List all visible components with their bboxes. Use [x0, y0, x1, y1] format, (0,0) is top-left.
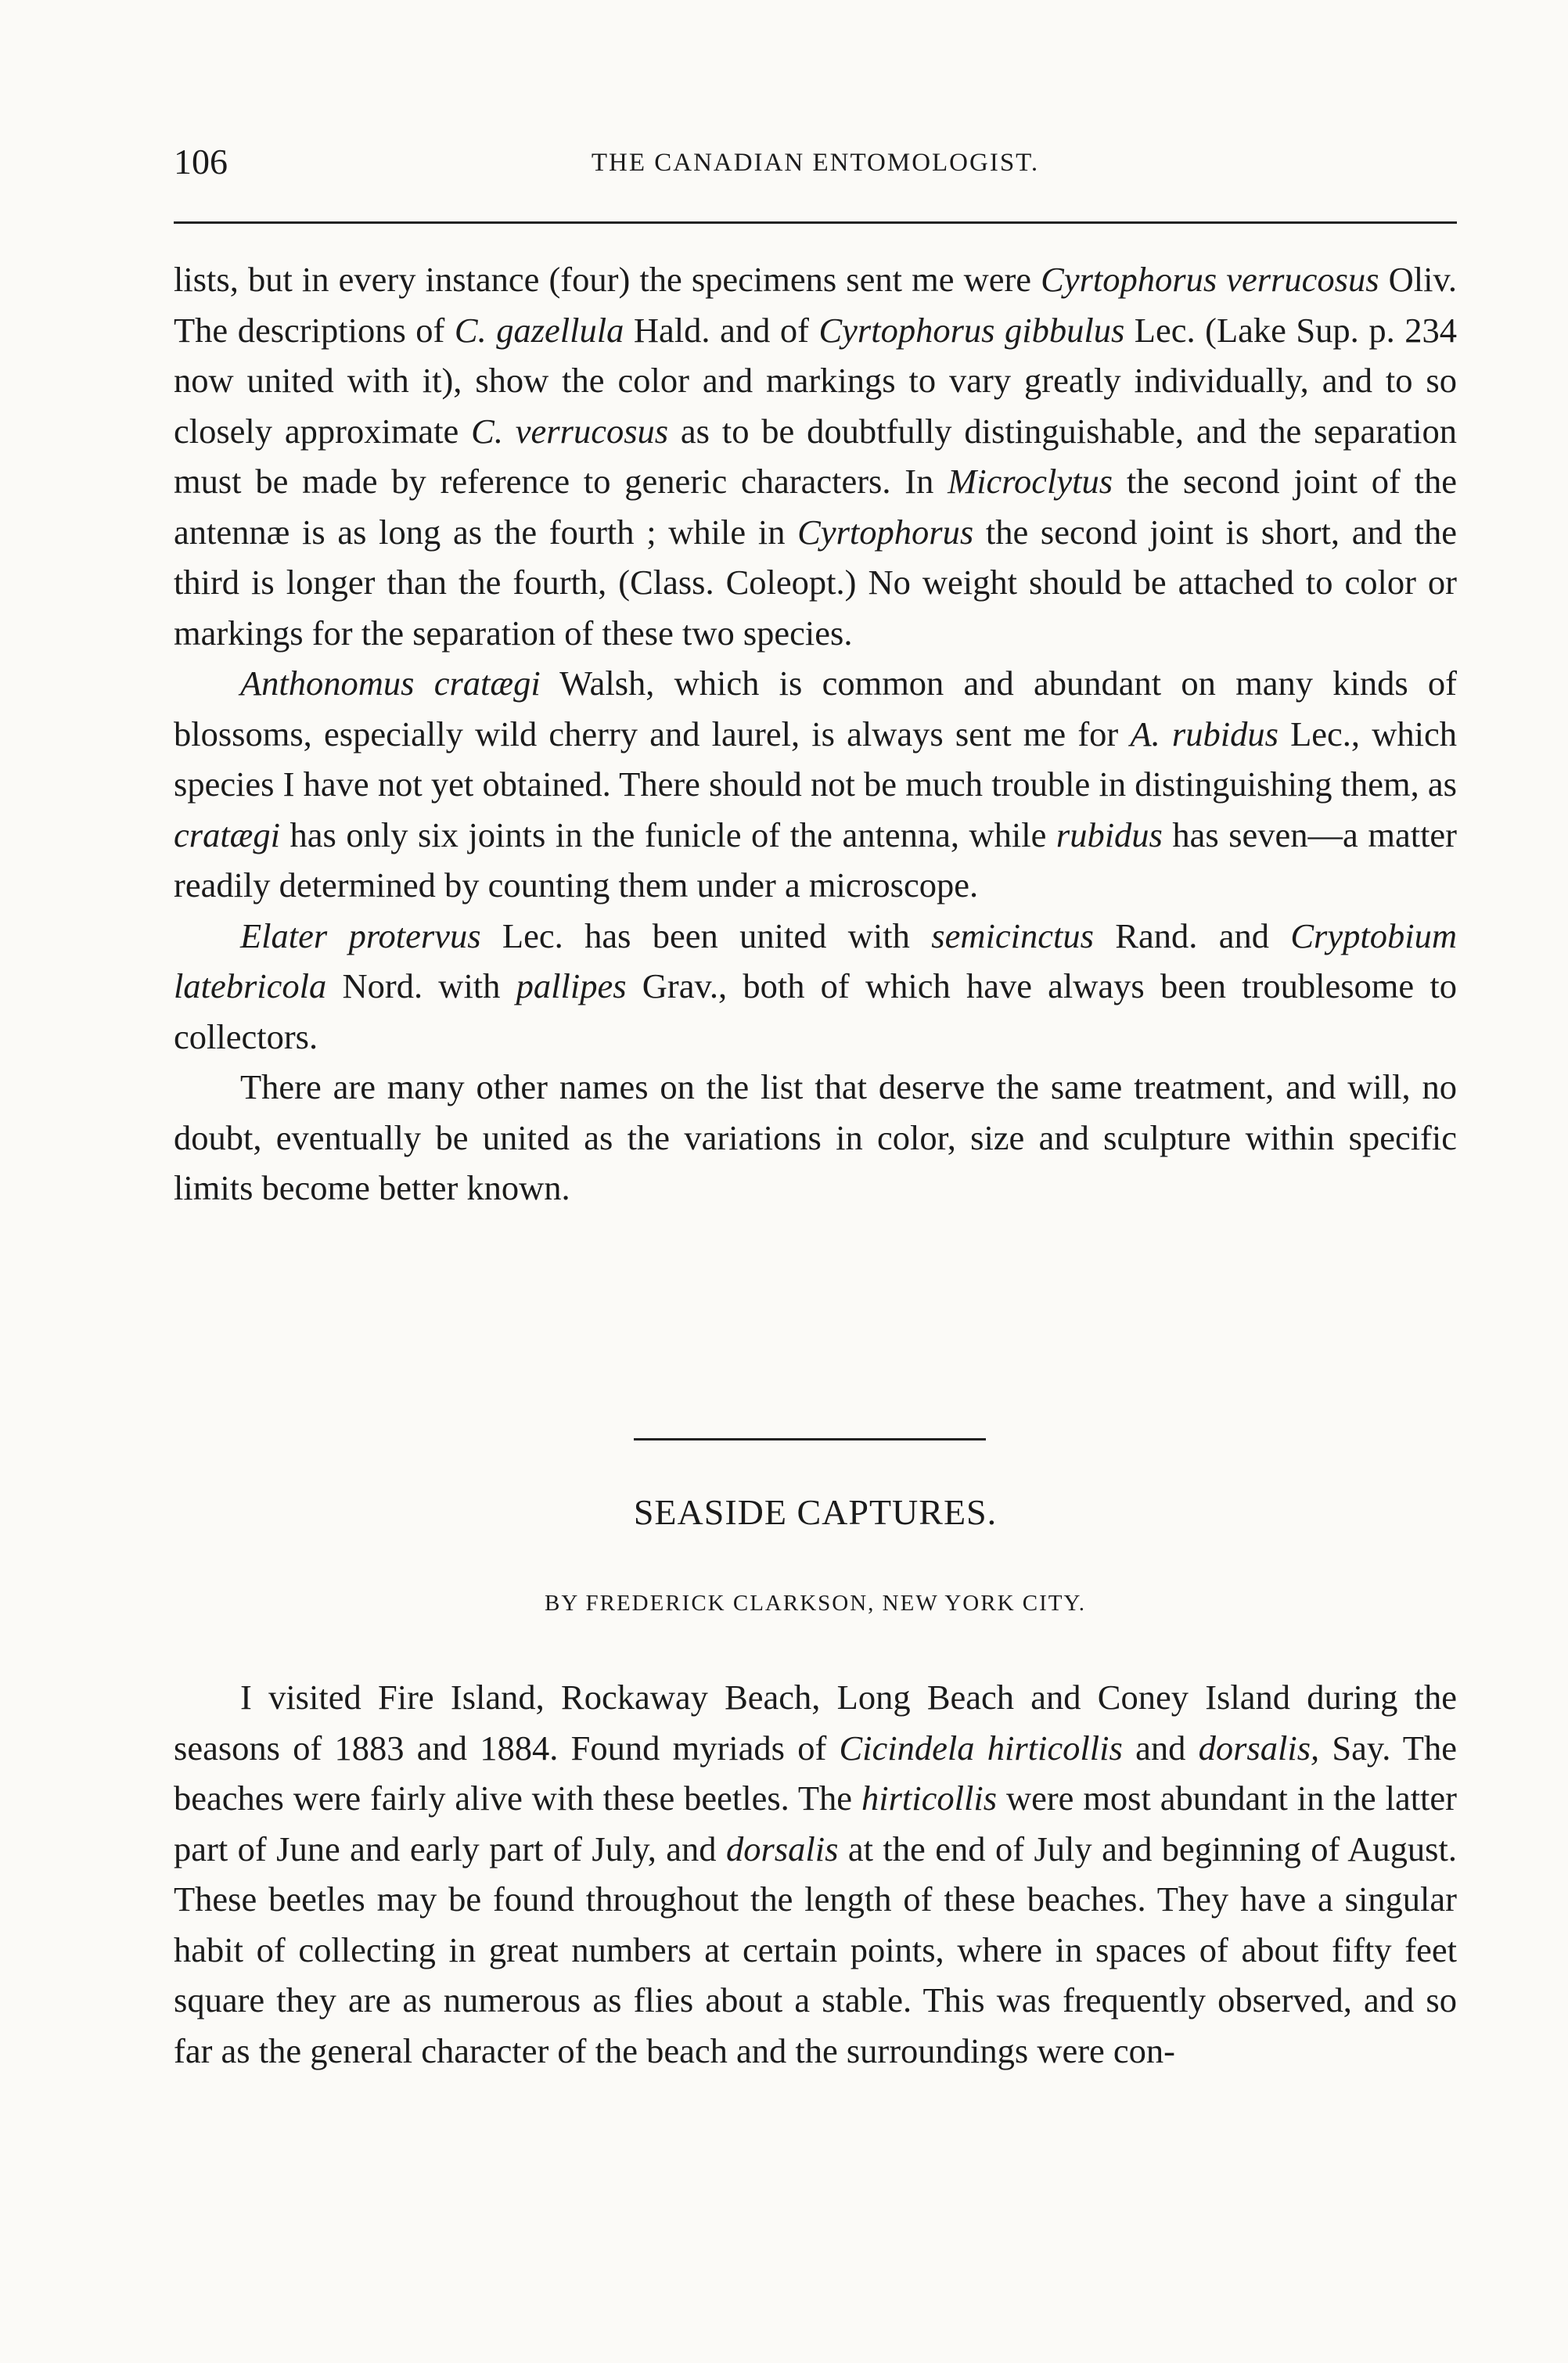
article-byline: BY FREDERICK CLARKSON, NEW YORK CITY. — [545, 1591, 1086, 1616]
article-text — [174, 1672, 1457, 2076]
running-head: THE CANADIAN ENTOMOLOGIST. — [591, 149, 1040, 177]
page-number: 106 — [174, 142, 228, 182]
paragraph-4: There are many other names on the list that deserve the same treatment, and will, no doubt, eventually be united as the variations in color, size and sculpture within specific limits become better known. — [174, 1067, 1457, 1207]
article-paragraph-1: I visited Fire Island, Rockaway Beach, Long Beach and Coney Island during the seasons of 1883 and 1884. Found myriads of Cicindela hirticollis and dorsalis, Say. The beaches were fairly alive with these beetles. The hirticollis were most abundant in the latter part of June and early part of July, and dorsalis at the end of July and beginning of August. These beetles may be found throughout the length of these beaches. They have a singular habit of collecting in great numbers at certain points, where in spaces of about fifty feet square they are as numerous as flies about a stable. This was frequently observed, and so far as the general character of the beach and the surroundings were con- — [174, 1678, 1457, 2070]
page-header — [174, 141, 1457, 188]
paragraph-2: Anthonomus cratægi Walsh, which is common and abundant on many kinds of blossoms, especially wild cherry and laurel, is always sent me for A. rubidus Lec., which species I have not yet obtained. There should not be much trouble in distinguishing them, as cratægi has only six joints in the funicle of the antenna, while rubidus has seven—a matter readily determined by counting them under a microscope. — [174, 664, 1457, 905]
paragraph-1: lists, but in every instance (four) the specimens sent me were Cyrtophorus verrucosus Oliv. The descriptions of C. gazellula Hald. and of Cyrtophorus gibbulus Lec. (Lake Sup. p. 234 now united with it), show the color and markings to vary greatly individually, and to so closely approximate C. verrucosus as to be doubtfully distinguishable, and the separation must be made by reference to generic characters. In Microclytus the second joint of the antennæ is as long as the fourth ; while in Cyrtophorus the second joint is short, and the third is longer than the fourth, (Class. Coleopt.) No weight should be attached to color or markings for the separation of these two species. — [174, 260, 1458, 653]
header-rule — [174, 221, 1457, 224]
section-divider — [634, 1438, 986, 1440]
article-title: SEASIDE CAPTURES. — [633, 1492, 998, 1532]
continued-article-text — [174, 254, 1457, 1214]
paragraph-3: Elater protervus Lec. has been united with semicinctus Rand. and Cryptobium latebricola Nord. with pallipes Grav., both of which have always been troublesome to collectors. — [174, 915, 1458, 1056]
